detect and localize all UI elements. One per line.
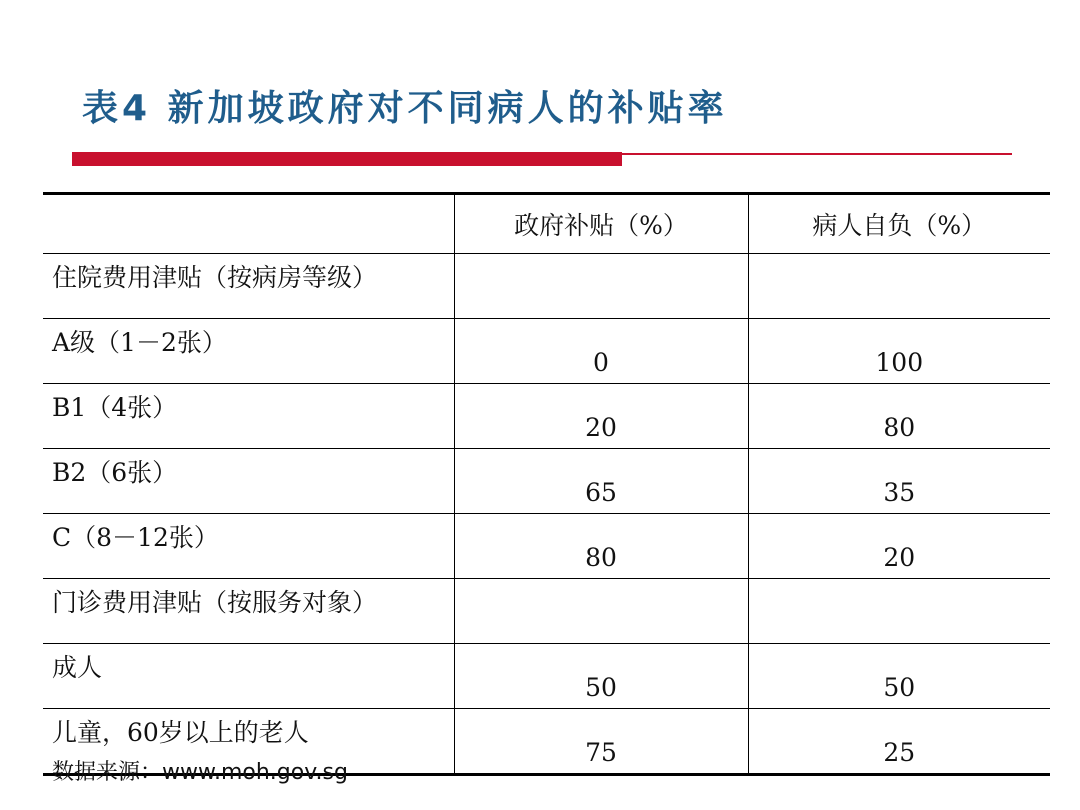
patient-payment-cell [748, 579, 1050, 644]
table-row [43, 644, 1050, 709]
patient-payment-cell: 50 [748, 644, 1050, 709]
subsidy-rate-table [43, 192, 1050, 776]
row-label: 儿童，60岁以上的老人 [43, 709, 454, 775]
header-category [43, 194, 454, 254]
source-label: 数据来源： [52, 760, 163, 785]
header-government-subsidy: 政府补贴（%） [454, 194, 748, 254]
source-url: www.moh.gov.sg [162, 760, 348, 785]
table-header-row [43, 194, 1050, 254]
government-subsidy-cell: 80 [454, 514, 748, 579]
table-row [43, 514, 1050, 579]
data-source-note [52, 755, 348, 786]
header-patient-payment: 病人自负（%） [748, 194, 1050, 254]
title-underline-thick [72, 152, 622, 166]
row-label: 成人 [43, 644, 454, 709]
row-label: 住院费用津贴（按病房等级） [43, 254, 454, 319]
patient-payment-cell [748, 254, 1050, 319]
patient-payment-cell: 80 [748, 384, 1050, 449]
row-label: 门诊费用津贴（按服务对象） [43, 579, 454, 644]
government-subsidy-cell: 20 [454, 384, 748, 449]
row-label: A级（1－2张） [43, 319, 454, 384]
government-subsidy-cell [454, 579, 748, 644]
row-label: B1（4张） [43, 384, 454, 449]
patient-payment-cell: 35 [748, 449, 1050, 514]
table-row [43, 319, 1050, 384]
row-label: B2（6张） [43, 449, 454, 514]
table-row [43, 449, 1050, 514]
government-subsidy-cell: 0 [454, 319, 748, 384]
patient-payment-cell: 25 [748, 709, 1050, 775]
slide-title: 表4 新加坡政府对不同病人的补贴率 [82, 88, 728, 129]
table-row [43, 254, 1050, 319]
government-subsidy-cell [454, 254, 748, 319]
table-row [43, 384, 1050, 449]
government-subsidy-cell: 50 [454, 644, 748, 709]
patient-payment-cell: 20 [748, 514, 1050, 579]
table-row [43, 579, 1050, 644]
government-subsidy-cell: 75 [454, 709, 748, 775]
row-label: C（8－12张） [43, 514, 454, 579]
government-subsidy-cell: 65 [454, 449, 748, 514]
patient-payment-cell: 100 [748, 319, 1050, 384]
